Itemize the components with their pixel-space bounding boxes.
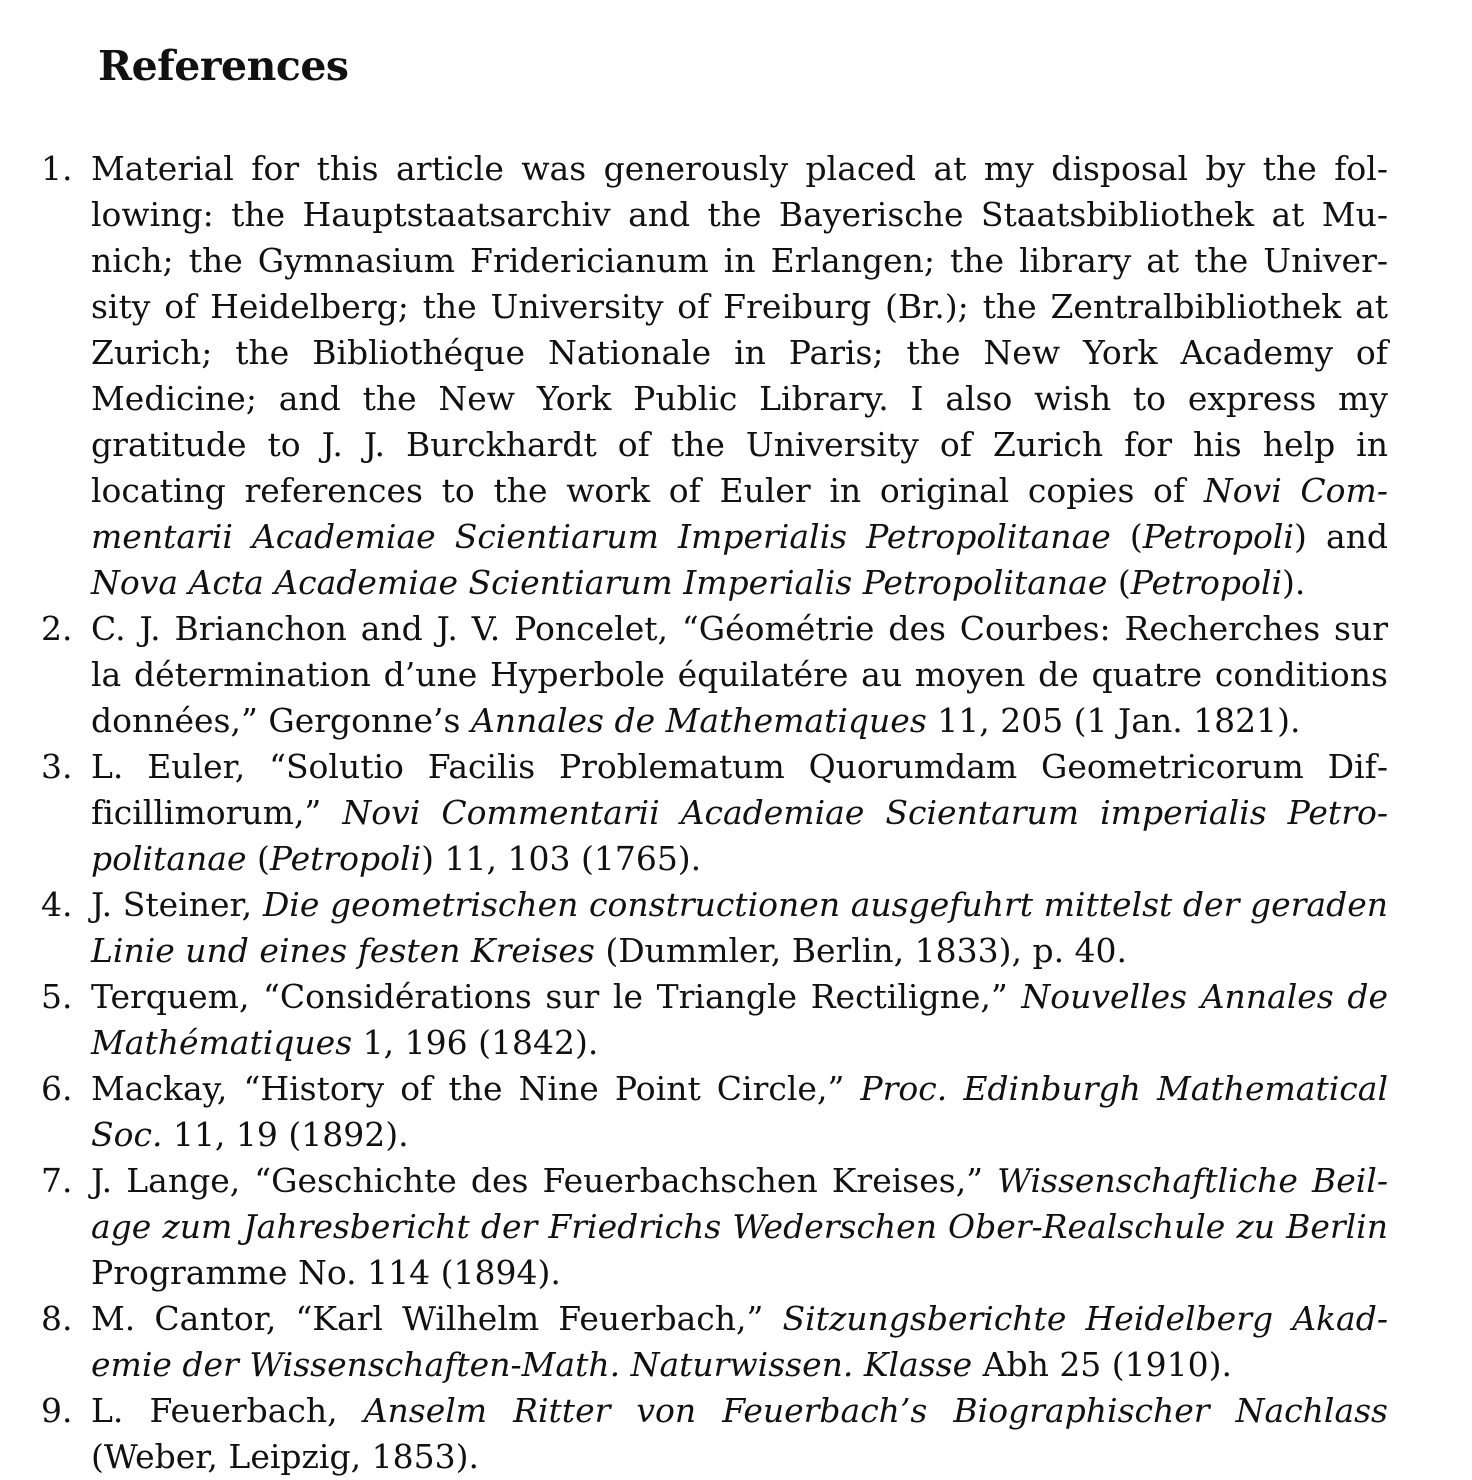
reference-number: 2. — [41, 609, 73, 648]
reference-segment: ) 11, 103 (1765). — [421, 839, 702, 878]
reference-number: 8. — [41, 1299, 73, 1338]
reference-item — [0, 882, 1472, 974]
reference-italic-segment: Proc. Edinburgh Mathematical Soc. — [91, 1069, 1388, 1154]
reference-item — [0, 1388, 1472, 1480]
reference-italic-segment: Novi Commentarii Academiae Scientarum imperialis Petropolitanae — [91, 793, 1388, 878]
reference-number: 9. — [41, 1391, 73, 1430]
reference-text — [91, 146, 1388, 606]
reference-segment: (Weber, Leipzig, 1853). — [91, 1437, 479, 1476]
reference-text — [91, 744, 1388, 882]
reference-segment: J. Steiner, — [91, 885, 263, 924]
reference-segment: ( — [246, 839, 270, 878]
reference-italic-segment: Die geometrischen constructionen ausgefuhrt mittelst der geraden Linie und eines festen Kreises — [91, 885, 1388, 970]
reference-text — [91, 974, 1388, 1066]
reference-segment: ( — [1107, 563, 1131, 602]
reference-italic-segment: Nouvelles Annales de Mathématiques — [91, 977, 1388, 1062]
reference-segment: Programme No. 114 (1894). — [91, 1253, 561, 1292]
reference-segment: L. Euler, “Solutio Facilis Problematum Quorumdam Geometricorum Difficillimorum,” — [91, 747, 1388, 832]
reference-segment: 11, 19 (1892). — [162, 1115, 409, 1154]
reference-text — [91, 1388, 1388, 1480]
reference-italic-segment: Novi Commentarii Academiae Scientiarum Imperialis Petropolitanae — [91, 471, 1388, 556]
reference-segment: Material for this article was generously placed at my disposal by the following: the Hauptstaatsarchiv and the Bayerische Staatsbibliothek at Munich; the Gymnasium Fridericianum in Erlangen; the library at the University of Heidelberg; the University of Freiburg (Br.); the Zentralbibliothek at Zurich; the Bibliothéque Nationale in Paris; the New York Academy of Medicine; and the New York Public Library. I also wish to express my gratitude to J. J. Burckhardt of the University of Zurich for his help in locating references to the work of Euler in original copies of — [91, 149, 1388, 510]
reference-segment: L. Feuerbach, — [91, 1391, 364, 1430]
reference-segment: 1, 196 (1842). — [352, 1023, 599, 1062]
reference-segment: ( — [1110, 517, 1143, 556]
reference-italic-segment: Wissenschaftliche Beilage zum Jahresbericht der Friedrichs Wederschen Ober-Realschule zu Berlin — [91, 1161, 1388, 1246]
reference-item — [0, 606, 1472, 744]
reference-segment: M. Cantor, “Karl Wilhelm Feuerbach,” — [91, 1299, 783, 1338]
reference-text — [91, 1158, 1388, 1296]
reference-segment: J. Lange, “Geschichte des Feuerbachschen Kreises,” — [91, 1161, 998, 1200]
reference-italic-segment: Annales de Mathematiques — [470, 701, 927, 740]
reference-number: 5. — [41, 977, 73, 1016]
reference-item — [0, 1296, 1472, 1388]
reference-italic-segment: Petropoli — [1130, 563, 1283, 602]
reference-item — [0, 974, 1472, 1066]
reference-segment: ). — [1282, 563, 1306, 602]
reference-item — [0, 146, 1472, 606]
reference-number: 3. — [41, 747, 73, 786]
reference-segment: Mackay, “History of the Nine Point Circle,” — [91, 1069, 861, 1108]
reference-italic-segment: Sitzungsberichte Heidelberg Akademie der Wissenschaften-Math. Naturwissen. Klasse — [91, 1299, 1388, 1384]
reference-italic-segment: Anselm Ritter von Feuerbach’s Biographischer Nachlass — [363, 1391, 1388, 1430]
reference-number: 1. — [41, 149, 73, 188]
reference-item — [0, 744, 1472, 882]
reference-segment: ) and — [1294, 517, 1388, 556]
reference-text — [91, 606, 1388, 744]
reference-item — [0, 1066, 1472, 1158]
reference-number: 6. — [41, 1069, 73, 1108]
reference-list — [0, 146, 1472, 1480]
reference-segment: (Dummler, Berlin, 1833), p. 40. — [594, 931, 1128, 970]
reference-italic-segment: Petropoli — [269, 839, 422, 878]
section-heading: References — [98, 42, 349, 90]
reference-italic-segment: Petropoli — [1142, 517, 1294, 556]
reference-segment: C. J. Brianchon and J. V. Poncelet, “Géométrie des Courbes: Recherches sur la détermination d’une Hyperbole équilatére au moyen de quatre conditions données,” Gergonne’s — [91, 609, 1388, 740]
reference-item — [0, 1158, 1472, 1296]
reference-text — [91, 1296, 1388, 1388]
reference-number: 7. — [41, 1161, 73, 1200]
reference-segment: 11, 205 (1 Jan. 1821). — [926, 701, 1301, 740]
reference-segment: Terquem, “Considérations sur le Triangle Rectiligne,” — [91, 977, 1022, 1016]
reference-italic-segment: Nova Acta Academiae Scientiarum Imperialis Petropolitanae — [91, 563, 1108, 602]
reference-number: 4. — [41, 885, 73, 924]
reference-text — [91, 1066, 1388, 1158]
reference-text — [91, 882, 1388, 974]
reference-segment: Abh 25 (1910). — [972, 1345, 1233, 1384]
